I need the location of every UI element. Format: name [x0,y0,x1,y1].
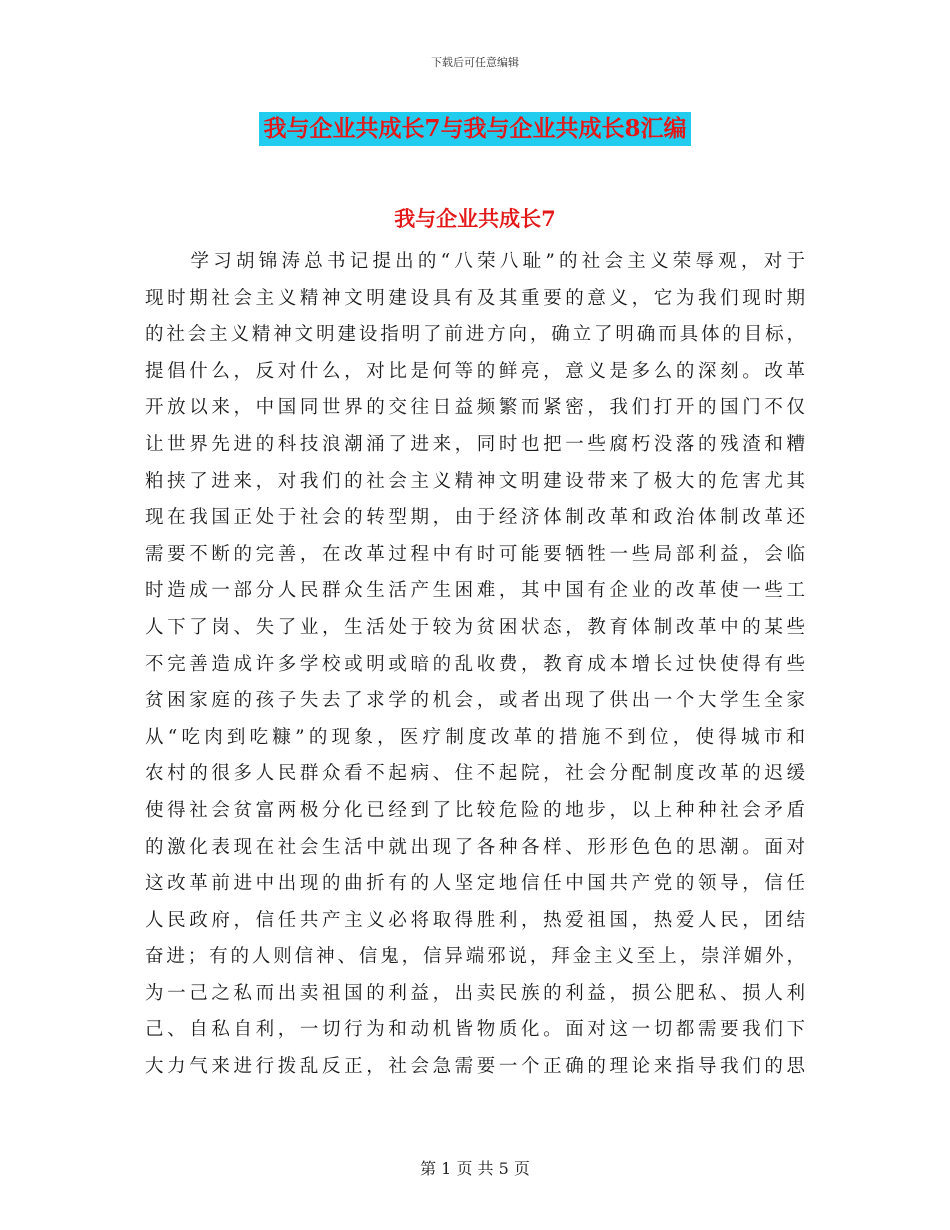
body-line: 的社会主义精神文明建设指明了前进方向，确立了明确而具体的目标， [145,324,805,346]
body-line: 使得社会贫富两极分化已经到了比较危险的地步，以上种种社会矛盾 [145,799,805,821]
body-line: 农村的很多人民群众看不起病、住不起院，社会分配制度改革的迟缓 [145,763,805,785]
body-line: 的激化表现在社会生活中就出现了各种各样、形形色色的思潮。面对 [145,836,805,858]
body-line: 让世界先进的科技浪潮涌了进来，同时也把一些腐朽没落的残渣和糟 [145,433,805,455]
body-line: 为一己之私而出卖祖国的利益，出卖民族的利益，损公肥私、损人利 [145,982,805,1004]
body-line: 己、自私自利，一切行为和动机皆物质化。面对这一切都需要我们下 [145,1019,805,1041]
body-line: 大力气来进行拨乱反正，社会急需要一个正确的理论来指导我们的思 [145,1056,805,1078]
body-line: 人民政府，信任共产主义必将取得胜利，热爱祖国，热爱人民，团结 [145,909,805,931]
body-line: 现在我国正处于社会的转型期，由于经济体制改革和政治体制改革还 [145,507,805,529]
body-line: 这改革前进中出现的曲折有的人坚定地信任中国共产党的领导，信任 [145,873,805,895]
document-title-wrap [0,112,950,146]
body-text [145,244,805,1086]
body-line: 从“吃肉到吃糠”的现象，医疗制度改革的措施不到位，使得城市和 [145,726,805,748]
body-line: 需要不断的完善，在改革过程中有时可能要牺牲一些局部利益，会临 [145,543,805,565]
body-line: 奋进；有的人则信神、信鬼，信异端邪说，拜金主义至上，崇洋媚外， [145,946,805,968]
document-title: 我与企业共成长7与我与企业共成长8汇编 [259,112,690,146]
body-line: 人下了岗、失了业，生活处于较为贫困状态，教育体制改革中的某些 [145,616,805,638]
body-line: 学习胡锦涛总书记提出的“八荣八耻”的社会主义荣辱观，对于 [145,251,805,272]
body-line: 贫困家庭的孩子失去了求学的机会，或者出现了供出一个大学生全家 [145,690,805,712]
section-title: 我与企业共成长7 [394,206,556,231]
body-line: 时造成一部分人民群众生活产生困难，其中国有企业的改革使一些工 [145,580,805,602]
page-footer: 第 1 页 共 5 页 [420,1159,530,1178]
body-line: 粕挟了进来，对我们的社会主义精神文明建设带来了极大的危害尤其 [145,470,805,492]
body-line: 提倡什么，反对什么，对比是何等的鲜亮，意义是多么的深刻。改革 [145,360,805,382]
header-note: 下载后可任意编辑 [431,56,519,69]
body-line: 不完善造成许多学校或明或暗的乱收费，教育成本增长过快使得有些 [145,653,805,675]
body-line: 开放以来，中国同世界的交往日益频繁而紧密，我们打开的国门不仅 [145,397,805,419]
body-line: 现时期社会主义精神文明建设具有及其重要的意义，它为我们现时期 [145,287,805,309]
